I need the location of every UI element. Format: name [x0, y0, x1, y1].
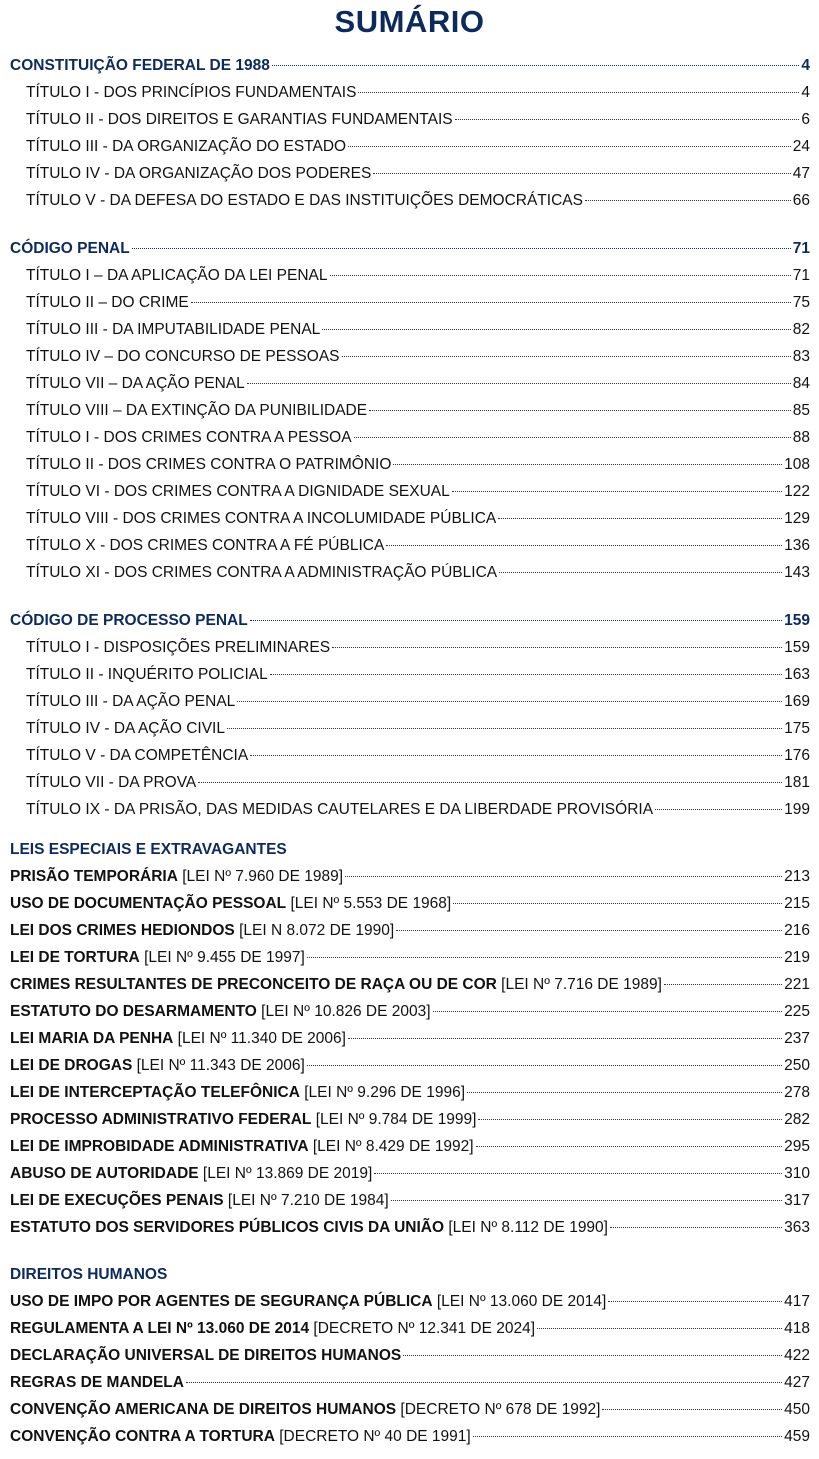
entry-label: [10, 917, 394, 944]
page-number: 427: [784, 1374, 810, 1391]
toc-entry[interactable]: [10, 289, 810, 316]
dot-leader: [478, 1118, 782, 1120]
law-name: ESTATUTO DO DESARMAMENTO: [10, 1003, 257, 1020]
law-reference: [DECRETO Nº 40 DE 1991]: [279, 1428, 471, 1445]
dot-leader: [467, 1091, 782, 1093]
law-reference: [LEI Nº 11.343 DE 2006]: [136, 1057, 305, 1074]
section-heading[interactable]: [10, 235, 810, 262]
table-of-contents: [10, 52, 810, 1450]
category-heading: LEIS ESPECIAIS E EXTRAVAGANTES: [10, 841, 287, 858]
dot-leader: [186, 1381, 782, 1383]
law-entry[interactable]: [10, 1214, 810, 1241]
law-name: ESTATUTO DOS SERVIDORES PÚBLICOS CIVIS DA UNIÃO: [10, 1219, 445, 1236]
law-reference: [LEI Nº 9.455 DE 1997]: [144, 949, 305, 966]
dot-leader: [250, 754, 782, 756]
dot-leader: [132, 247, 791, 249]
law-name: PROCESSO ADMINISTRATIVO FEDERAL: [10, 1111, 312, 1128]
law-entry[interactable]: [10, 1079, 810, 1106]
dot-leader: [358, 91, 799, 93]
page-number: 225: [784, 1003, 810, 1020]
dot-leader: [373, 172, 790, 174]
law-name: CRIMES RESULTANTES DE PRECONCEITO DE RAÇA OU DE COR: [10, 976, 497, 993]
dot-leader: [250, 619, 782, 621]
page-number: 363: [784, 1219, 810, 1236]
law-entry[interactable]: [10, 1187, 810, 1214]
dot-leader: [345, 875, 782, 877]
dot-leader: [455, 118, 800, 120]
law-name: LEI MARIA DA PENHA: [10, 1030, 174, 1047]
law-entry[interactable]: [10, 1315, 810, 1342]
dot-leader: [498, 517, 782, 519]
dot-leader: [307, 1064, 782, 1066]
dot-leader: [608, 1300, 782, 1302]
toc-entry[interactable]: [10, 796, 810, 823]
law-entry[interactable]: [10, 863, 810, 890]
entry-label: TÍTULO IV - DA ORGANIZAÇÃO DOS PODERES: [26, 165, 372, 182]
dot-leader: [433, 1010, 783, 1012]
law-entry[interactable]: [10, 1369, 810, 1396]
dot-leader: [452, 490, 782, 492]
page-number: 163: [784, 666, 810, 683]
page-number: 108: [784, 456, 810, 473]
page-number: 459: [784, 1428, 810, 1445]
entry-label: [10, 1288, 606, 1315]
entry-label: [10, 1214, 608, 1241]
law-reference: [LEI Nº 13.060 DE 2014]: [436, 1293, 607, 1310]
law-entry[interactable]: [10, 890, 810, 917]
law-reference: [DECRETO Nº 12.341 DE 2024]: [313, 1320, 536, 1337]
dot-leader: [393, 463, 782, 465]
page-number: 282: [784, 1111, 810, 1128]
law-entry[interactable]: [10, 1106, 810, 1133]
entry-label: TÍTULO II - INQUÉRITO POLICIAL: [26, 666, 268, 683]
law-entry[interactable]: [10, 1025, 810, 1052]
law-reference: [LEI Nº 8.112 DE 1990]: [448, 1219, 608, 1236]
page-number: 82: [792, 321, 810, 338]
law-entry[interactable]: [10, 1288, 810, 1315]
toc-entry[interactable]: [10, 106, 810, 133]
page-number: 169: [784, 693, 810, 710]
entry-label: TÍTULO II – DO CRIME: [26, 294, 189, 311]
law-reference: [DECRETO Nº 678 DE 1992]: [400, 1401, 601, 1418]
law-reference: [LEI Nº 7.960 DE 1989]: [182, 868, 344, 885]
law-entry[interactable]: [10, 944, 810, 971]
entry-label: TÍTULO I – DA APLICAÇÃO DA LEI PENAL: [26, 267, 328, 284]
entry-label: TÍTULO III - DA ORGANIZAÇÃO DO ESTADO: [26, 138, 347, 155]
dot-leader: [655, 808, 782, 810]
law-reference: [LEI Nº 13.869 DE 2019]: [202, 1165, 373, 1182]
page-number: 122: [784, 483, 810, 500]
page-number: 83: [792, 348, 810, 365]
toc-entry[interactable]: [10, 397, 810, 424]
page-number: 295: [784, 1138, 810, 1155]
page-number: 422: [784, 1347, 810, 1364]
page-number: 159: [784, 639, 810, 656]
page-number: 66: [792, 192, 810, 209]
law-entry[interactable]: [10, 1052, 810, 1079]
entry-label: [10, 944, 305, 971]
dot-leader: [369, 409, 791, 411]
law-reference: [LEI Nº 8.429 DE 1992]: [312, 1138, 474, 1155]
page-number: 4: [801, 57, 810, 74]
dot-leader: [664, 983, 782, 985]
entry-label: TÍTULO V - DA COMPETÊNCIA: [26, 747, 249, 764]
entry-label: [10, 1396, 600, 1423]
dot-leader: [473, 1435, 782, 1437]
law-name: LEI DE EXECUÇÕES PENAIS: [10, 1192, 224, 1209]
law-reference: [LEI Nº 7.210 DE 1984]: [227, 1192, 389, 1209]
page-number: 450: [784, 1401, 810, 1418]
law-entry[interactable]: [10, 1342, 810, 1369]
dot-leader: [332, 646, 782, 648]
page-number: 176: [784, 747, 810, 764]
page-number: 213: [784, 868, 810, 885]
entry-label: TÍTULO I - DOS CRIMES CONTRA A PESSOA: [26, 429, 352, 446]
dot-leader: [386, 544, 782, 546]
page-number: 199: [784, 801, 810, 818]
law-entry[interactable]: [10, 1396, 810, 1423]
entry-label: TÍTULO I - DISPOSIÇÕES PRELIMINARES: [26, 639, 331, 656]
toc-entry[interactable]: [10, 451, 810, 478]
dot-leader: [270, 673, 782, 675]
page-number: 75: [792, 294, 810, 311]
page-number: 6: [801, 111, 810, 128]
dot-leader: [272, 64, 800, 66]
entry-label: TÍTULO I - DOS PRINCÍPIOS FUNDAMENTAIS: [26, 84, 357, 101]
page-number: 159: [784, 612, 810, 629]
toc-entry[interactable]: [10, 187, 810, 214]
page-number: 221: [784, 976, 810, 993]
dot-leader: [476, 1145, 783, 1147]
toc-entry[interactable]: [10, 715, 810, 742]
entry-label: [10, 1106, 476, 1133]
law-name: REGULAMENTA A LEI Nº 13.060 DE 2014: [10, 1320, 310, 1337]
dot-leader: [391, 1199, 782, 1201]
toc-entry[interactable]: [10, 769, 810, 796]
law-entry[interactable]: [10, 1160, 810, 1187]
law-reference: [LEI N 8.072 DE 1990]: [239, 922, 395, 939]
entry-label: [10, 1187, 389, 1214]
law-entry[interactable]: [10, 1133, 810, 1160]
entry-label: TÍTULO VII – DA AÇÃO PENAL: [26, 375, 245, 392]
entry-label: TÍTULO VIII – DA EXTINÇÃO DA PUNIBILIDADE: [26, 402, 368, 419]
dot-leader: [610, 1226, 782, 1228]
page-number: 71: [792, 240, 810, 257]
entry-label: TÍTULO VI - DOS CRIMES CONTRA A DIGNIDADE SEXUAL: [26, 483, 450, 500]
entry-label: [10, 1025, 346, 1052]
entry-label: [10, 1315, 535, 1342]
section-spacer: [10, 214, 810, 235]
dot-leader: [403, 1354, 782, 1356]
law-name: LEI DOS CRIMES HEDIONDOS: [10, 922, 235, 939]
entry-label: TÍTULO IX - DA PRISÃO, DAS MEDIDAS CAUTELARES E DA LIBERDADE PROVISÓRIA: [26, 801, 654, 818]
law-name: PRISÃO TEMPORÁRIA: [10, 868, 178, 885]
category-spacer: [10, 823, 810, 837]
entry-label: [10, 890, 451, 917]
entry-label: [10, 1160, 372, 1187]
dot-leader: [227, 727, 782, 729]
page-number: 4: [801, 84, 810, 101]
toc-entry[interactable]: [10, 688, 810, 715]
law-name: DECLARAÇÃO UNIVERSAL DE DIREITOS HUMANOS: [10, 1347, 402, 1364]
page-number: 24: [792, 138, 810, 155]
entry-label: CONSTITUIÇÃO FEDERAL DE 1988: [10, 57, 270, 74]
law-entry[interactable]: [10, 917, 810, 944]
toc-entry[interactable]: [10, 424, 810, 451]
entry-label: [10, 863, 343, 890]
law-name: USO DE DOCUMENTAÇÃO PESSOAL: [10, 895, 287, 912]
entry-label: CÓDIGO DE PROCESSO PENAL: [10, 612, 248, 629]
toc-entry[interactable]: [10, 160, 810, 187]
entry-label: TÍTULO IV – DO CONCURSO DE PESSOAS: [26, 348, 340, 365]
page-number: 418: [784, 1320, 810, 1337]
page-number: 417: [784, 1293, 810, 1310]
entry-label: TÍTULO IV - DA AÇÃO CIVIL: [26, 720, 225, 737]
dot-leader: [247, 382, 791, 384]
section-heading[interactable]: [10, 607, 810, 634]
section-heading[interactable]: [10, 52, 810, 79]
toc-entry[interactable]: [10, 478, 810, 505]
page-number: 278: [784, 1084, 810, 1101]
toc-entry[interactable]: [10, 316, 810, 343]
category-spacer: [10, 1241, 810, 1262]
entry-label: TÍTULO XI - DOS CRIMES CONTRA A ADMINISTRAÇÃO PÚBLICA: [26, 564, 498, 581]
entry-label: CÓDIGO PENAL: [10, 240, 130, 257]
dot-leader: [307, 956, 782, 958]
dot-leader: [198, 781, 782, 783]
dot-leader: [322, 328, 790, 330]
page-number: 129: [784, 510, 810, 527]
toc-entry[interactable]: [10, 634, 810, 661]
page-number: 71: [792, 267, 810, 284]
page-number: 181: [784, 774, 810, 791]
page-number: 84: [792, 375, 810, 392]
entry-label: TÍTULO VIII - DOS CRIMES CONTRA A INCOLUMIDADE PÚBLICA: [26, 510, 497, 527]
toc-entry[interactable]: [10, 661, 810, 688]
dot-leader: [354, 436, 791, 438]
law-name: LEI DE TORTURA: [10, 949, 140, 966]
dot-leader: [499, 571, 782, 573]
page-title: SUMÁRIO: [334, 4, 485, 39]
toc-entry[interactable]: [10, 742, 810, 769]
page-number: 85: [792, 402, 810, 419]
entry-label: [10, 1133, 474, 1160]
law-reference: [LEI Nº 5.553 DE 1968]: [290, 895, 452, 912]
law-reference: [LEI Nº 11.340 DE 2006]: [177, 1030, 346, 1047]
law-name: LEI DE IMPROBIDADE ADMINISTRATIVA: [10, 1138, 309, 1155]
page-number: 250: [784, 1057, 810, 1074]
law-name: REGRAS DE MANDELA: [10, 1374, 184, 1391]
law-reference: [LEI Nº 9.296 DE 1996]: [304, 1084, 465, 1101]
law-reference: [LEI Nº 9.784 DE 1999]: [315, 1111, 477, 1128]
page-number: 136: [784, 537, 810, 554]
toc-entry[interactable]: [10, 559, 810, 586]
page-number: 215: [784, 895, 810, 912]
entry-label: TÍTULO II - DOS CRIMES CONTRA O PATRIMÔNIO: [26, 456, 392, 473]
toc-entry[interactable]: [10, 343, 810, 370]
page-number: 317: [784, 1192, 810, 1209]
toc-entry[interactable]: [10, 262, 810, 289]
page-number: 216: [784, 922, 810, 939]
page-number: 175: [784, 720, 810, 737]
toc-entry[interactable]: [10, 79, 810, 106]
entry-label: [10, 971, 662, 998]
entry-label: TÍTULO III - DA IMPUTABILIDADE PENAL: [26, 321, 321, 338]
entry-label: TÍTULO X - DOS CRIMES CONTRA A FÉ PÚBLICA: [26, 537, 385, 554]
law-name: CONVENÇÃO AMERICANA DE DIREITOS HUMANOS: [10, 1401, 397, 1418]
dot-leader: [348, 145, 791, 147]
dot-leader: [537, 1327, 782, 1329]
entry-label: [10, 1423, 471, 1450]
law-entry[interactable]: [10, 998, 810, 1025]
category-heading: DIREITOS HUMANOS: [10, 1266, 168, 1283]
entry-label: [10, 998, 431, 1025]
law-name: ABUSO DE AUTORIDADE: [10, 1165, 199, 1182]
toc-entry[interactable]: [10, 505, 810, 532]
page-number: 143: [784, 564, 810, 581]
dot-leader: [348, 1037, 782, 1039]
dot-leader: [330, 274, 791, 276]
entry-label: TÍTULO VII - DA PROVA: [26, 774, 197, 791]
entry-label: [10, 1079, 465, 1106]
toc-entry[interactable]: [10, 532, 810, 559]
dot-leader: [237, 700, 782, 702]
entry-label: TÍTULO II - DOS DIREITOS E GARANTIAS FUNDAMENTAIS: [26, 111, 453, 128]
page-number: 47: [792, 165, 810, 182]
dot-leader: [374, 1172, 782, 1174]
law-reference: [LEI Nº 7.716 DE 1989]: [501, 976, 662, 993]
page-number: 310: [784, 1165, 810, 1182]
section-spacer: [10, 586, 810, 607]
law-reference: [LEI Nº 10.826 DE 2003]: [261, 1003, 431, 1020]
entry-label: [10, 1342, 401, 1369]
law-name: LEI DE INTERCEPTAÇÃO TELEFÔNICA: [10, 1084, 300, 1101]
dot-leader: [602, 1408, 782, 1410]
entry-label: [10, 1369, 184, 1396]
toc-entry[interactable]: [10, 133, 810, 160]
page-number: 219: [784, 949, 810, 966]
law-entry[interactable]: [10, 1423, 810, 1450]
entry-label: TÍTULO III - DA AÇÃO PENAL: [26, 693, 236, 710]
dot-leader: [453, 902, 782, 904]
toc-entry[interactable]: [10, 370, 810, 397]
page-number: 237: [784, 1030, 810, 1047]
dot-leader: [396, 929, 782, 931]
page-number: 88: [792, 429, 810, 446]
entry-label: TÍTULO V - DA DEFESA DO ESTADO E DAS INSTITUIÇÕES DEMOCRÁTICAS: [26, 192, 583, 209]
dot-leader: [585, 199, 791, 201]
dot-leader: [191, 301, 791, 303]
entry-label: [10, 1052, 305, 1079]
law-entry[interactable]: [10, 971, 810, 998]
law-name: LEI DE DROGAS: [10, 1057, 133, 1074]
dot-leader: [342, 355, 791, 357]
law-name: CONVENÇÃO CONTRA A TORTURA: [10, 1428, 275, 1445]
law-name: USO DE IMPO POR AGENTES DE SEGURANÇA PÚBLICA: [10, 1293, 433, 1310]
